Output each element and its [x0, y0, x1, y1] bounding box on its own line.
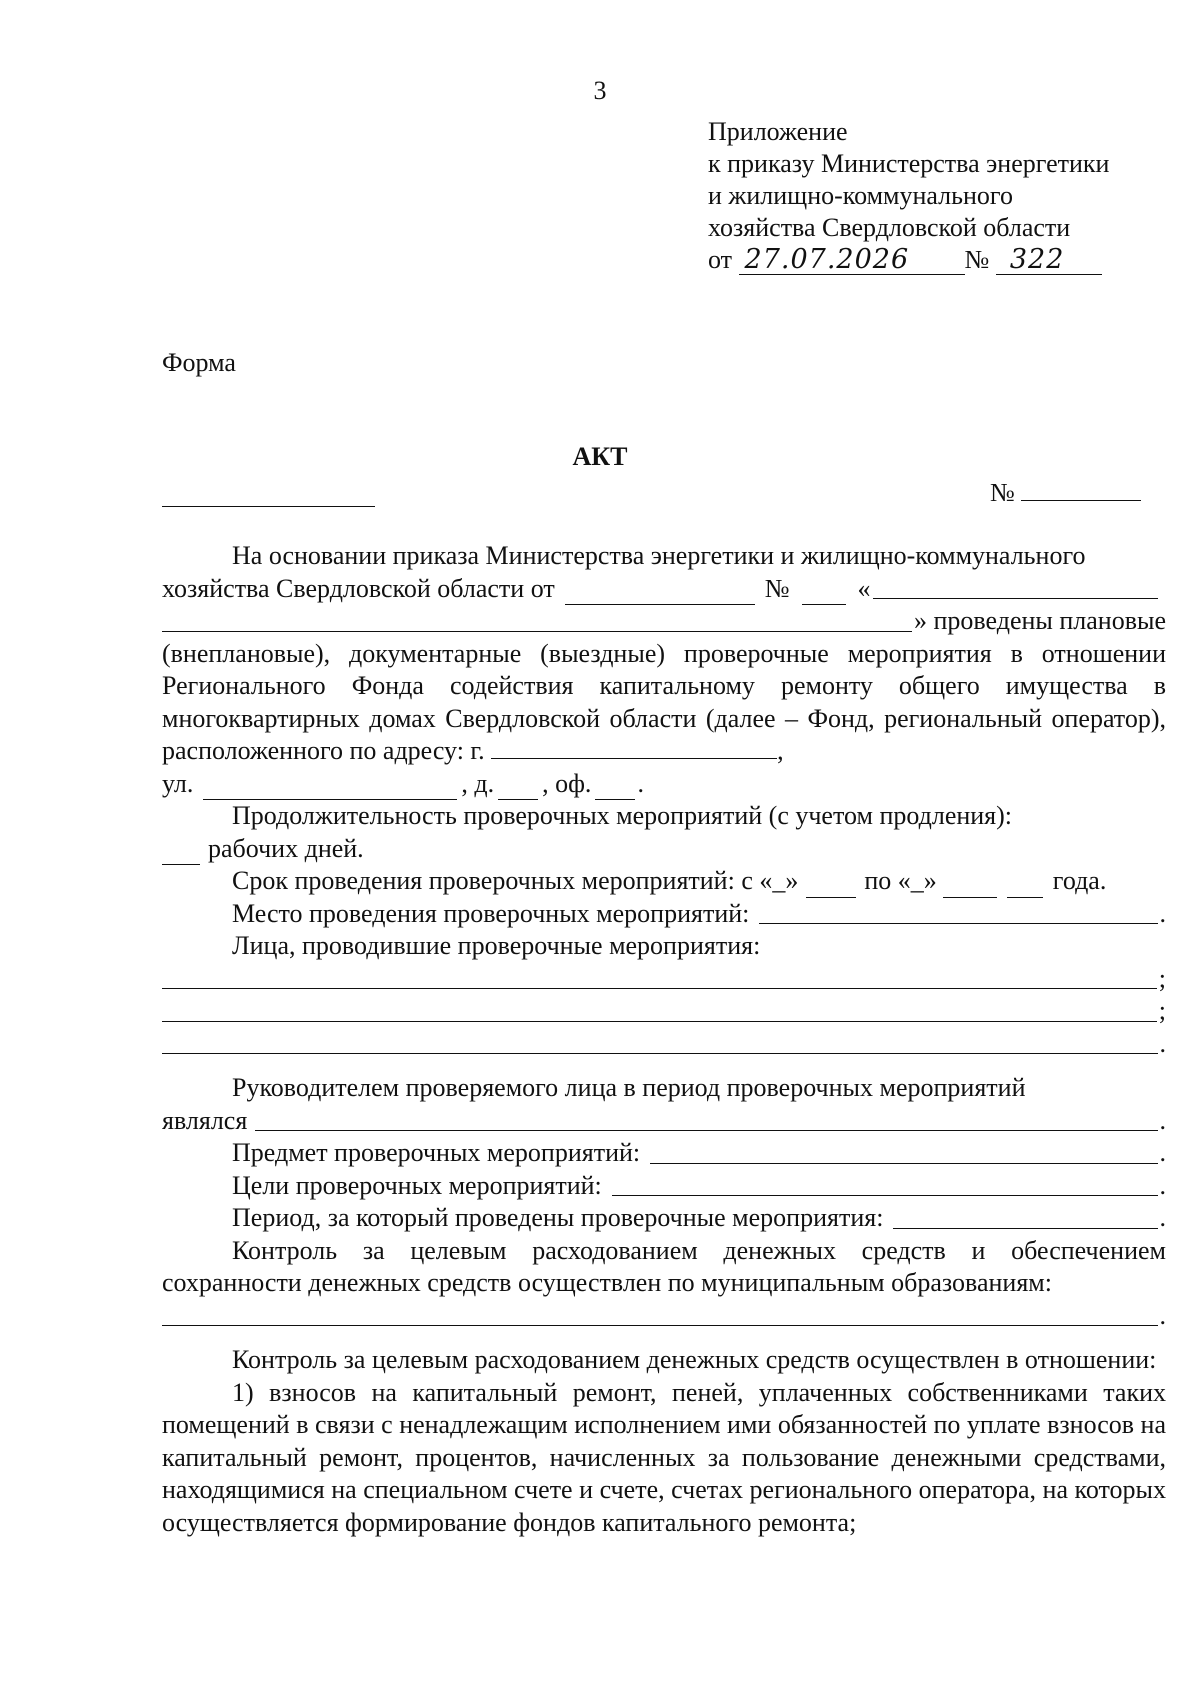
term-year: года. — [1052, 866, 1107, 895]
semicolon-2: ; — [1158, 996, 1166, 1025]
order-date-blank — [565, 582, 755, 605]
p1-line3 — [162, 605, 1166, 638]
p1-no: № — [764, 573, 790, 603]
p1-comma: , — [777, 736, 784, 765]
office-blank — [595, 777, 635, 800]
page-number: 3 — [593, 76, 607, 105]
days-label: рабочих дней. — [208, 833, 364, 863]
p1-text-3: » проведены плановые — [913, 606, 1166, 635]
date-prefix: от — [708, 245, 733, 274]
act-number — [990, 478, 1141, 508]
subject-blank — [650, 1139, 1157, 1164]
control1-line — [162, 1300, 1166, 1333]
order-number-blank — [802, 582, 846, 605]
appendix-line2: к приказу Министерства энергетики — [708, 149, 1110, 178]
term-year-blank — [1007, 875, 1043, 898]
p1-text: хозяйства Свердловской области от — [162, 573, 555, 603]
p1-line2 — [162, 573, 1166, 606]
date-blank — [162, 506, 375, 507]
order-title-blank — [873, 574, 1158, 599]
persons-blank-1 — [162, 964, 1157, 989]
goals-line — [162, 1170, 1166, 1203]
appendix-block — [708, 116, 1109, 276]
house-label: , д. — [461, 768, 495, 798]
subject-dot: . — [1159, 1138, 1166, 1167]
persons-label: Лица, проводившие проверочные мероприятия: — [232, 931, 761, 960]
subject-line — [162, 1137, 1166, 1170]
act-number-label: № — [990, 478, 1015, 507]
duration-days — [162, 833, 1166, 866]
term-to: по «_» — [864, 866, 937, 895]
term-line — [162, 865, 1166, 898]
term-from-blank — [806, 875, 856, 898]
document-body — [162, 540, 1166, 1539]
head-line2 — [162, 1105, 1166, 1138]
control2-paragraph: Контроль за целевым расходованием денежных средств осуществлен в отношении: — [232, 1345, 1157, 1374]
office-label: , оф. — [542, 768, 592, 798]
p1-body — [162, 638, 1166, 768]
city-blank — [491, 736, 777, 759]
appendix-number-label: № — [964, 245, 990, 274]
document-title: АКТ — [572, 442, 628, 471]
place-blank — [759, 899, 1157, 924]
handwritten-date: 27.07.2026 — [739, 246, 965, 275]
address-line — [162, 768, 1166, 801]
goals-label: Цели проверочных мероприятий: — [232, 1170, 602, 1200]
order-title-blank-2 — [162, 607, 912, 632]
semicolon-1: ; — [1158, 963, 1166, 993]
p1-line1: На основании приказа Министерства энергетики и жилищно-коммунального — [232, 541, 1086, 570]
control1-dot: . — [1159, 1300, 1166, 1330]
house-blank — [498, 777, 538, 800]
place-line — [162, 898, 1166, 931]
period-blank — [893, 1204, 1157, 1229]
place-dot: . — [1159, 898, 1166, 928]
persons-blank-3 — [162, 1029, 1158, 1054]
term-to-blank — [943, 875, 997, 898]
period-label: Период, за который проведены проверочные мероприятия: — [232, 1203, 884, 1232]
persons-blank-2 — [162, 997, 1157, 1022]
handwritten-number: 322 — [996, 246, 1102, 275]
p1-rest: (внеплановые), документарные (выездные) проверочные мероприятия в отношении Регионального Фонда содействия капитальному ремонту общего имущества в многоквартирных домах Свердловской области (далее – Фонд, региональный оператор), расположенного по адресу: г. — [162, 638, 1166, 765]
duration-line: Продолжительность проверочных мероприятий (с учетом продления): — [232, 801, 1013, 830]
term-from: Срок проведения проверочных мероприятий: с «_» — [232, 866, 799, 895]
head-blank — [255, 1106, 1157, 1131]
persons-line1 — [162, 963, 1166, 996]
goals-blank — [612, 1171, 1158, 1196]
p1-quote-open: « — [857, 573, 871, 603]
period-dot: . — [1159, 1203, 1166, 1232]
act-number-blank — [1021, 478, 1141, 501]
item1-paragraph: 1) взносов на капитальный ремонт, пеней, уплаченных собственниками таких помещений в связи с ненадлежащим исполнением ими обязанностей по уплате взносов на капитальный ремонт, процентов, начисленных за пользование денежными средствами, находящимися на специальном счете и счете, счетах регионального оператора, на которых осуществляется формирование фондов капитального ремонта; — [162, 1377, 1166, 1537]
appendix-line1: Приложение — [708, 117, 848, 146]
municipalities-blank — [162, 1301, 1158, 1326]
period-line — [162, 1202, 1166, 1235]
street-label: ул. — [162, 768, 194, 798]
goals-dot: . — [1159, 1170, 1166, 1200]
dot-3: . — [1159, 1028, 1166, 1058]
appendix-date-line — [708, 244, 1109, 276]
address-end: . — [637, 768, 644, 798]
persons-line2 — [162, 995, 1166, 1028]
head-label: являлся — [162, 1105, 248, 1135]
place-label: Место проведения проверочных мероприятий: — [232, 898, 750, 928]
head-dot: . — [1159, 1105, 1166, 1135]
subject-label: Предмет проверочных мероприятий: — [232, 1138, 641, 1167]
appendix-line3: и жилищно-коммунального — [708, 181, 1013, 210]
days-blank — [162, 842, 200, 865]
appendix-line4: хозяйства Свердловской области — [708, 213, 1071, 242]
head-line: Руководителем проверяемого лица в период проверочных мероприятий — [232, 1073, 1026, 1102]
persons-line3 — [162, 1028, 1166, 1061]
form-label: Форма — [162, 348, 236, 377]
control1-paragraph: Контроль за целевым расходованием денежных средств и обеспечением сохранности денежных средств осуществлен по муниципальным образованиям: — [162, 1235, 1166, 1297]
street-blank — [203, 777, 457, 800]
